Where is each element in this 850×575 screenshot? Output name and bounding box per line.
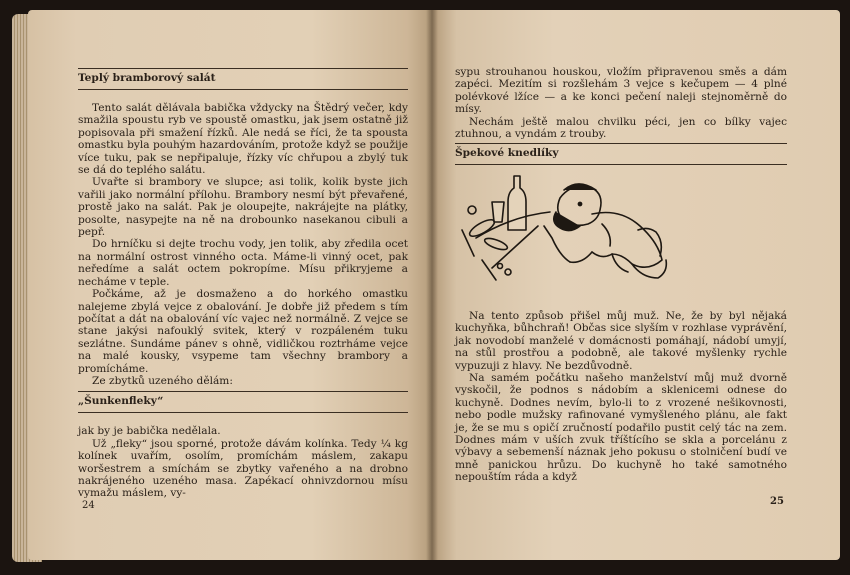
section-rule <box>78 391 408 392</box>
page-number-left: 24 <box>82 500 95 511</box>
section-rule <box>455 143 787 144</box>
section-rule <box>455 164 787 165</box>
paragraph: sypu strouhanou houskou, vložím připravenou směs a dám zapéci. Mezitím si rozšlehám 3 vejce s kečupem — 4 plné polévkové lžíce — a ke konci pečení naleji stejnoměrně do mísy. <box>455 66 787 116</box>
left-page-text <box>78 68 408 500</box>
paragraph: Uvařte si brambory ve slupce; asi tolik, kolik byste jich vařili jako normální přílohu. Brambory nesmí být převařené, prostě jako na salát. Pak je oloupejte, nakrájejte na plátky, posolte, nasypejte na ně na drobounko nasekanou cibuli a pepř. <box>78 176 408 239</box>
section-rule <box>78 68 408 69</box>
paragraph: Na samém počátku našeho manželství můj muž dvorně vyskočil, že podnos s nádobím a sklenicemi odnese do kuchyně. Dodnes nevím, bylo-li to z vrozené nešikovnosti, nebo podle mužsky rafinované vymyšleného plánu, ale fakt je, že se mu s opičí zručností podařilo pustit celý tác na zem. Dodnes mám v uších zvuk tříštícího se skla a porcelánu z výbavy a sebemenší náznak jeho pokusu o stolničení budí ve mně panickou hrůzu. Do kuchyně ho také samotného nepouštím ráda a když <box>455 372 787 484</box>
paragraph: Už „fleky“ jsou sporné, protože dávám kolínka. Tedy ¼ kg kolínek uvařím, osolím, promíchám máslem, zakapu woršestrem a smíchám se zbytky vařeného a na drobno nakrájeného uzeného masa. Zapékací ohnivzdornou mísu vymažu máslem, vy- <box>78 437 408 500</box>
paragraph: Do hrníčku si dejte trochu vody, jen tolik, aby zředila ocet na normální ostrost vinného octa. Máme-li vinný ocet, pak neředíme a salát octem pokropíme. Mísu přikryjeme a necháme v teple. <box>78 238 408 288</box>
section-title-potato-salad: Teplý bramborový salát <box>78 72 216 84</box>
right-page-text-top <box>455 66 787 165</box>
paragraph: jak by je babička nedělala. <box>78 425 221 438</box>
page-number-right: 25 <box>770 496 784 507</box>
section-title-sunkenfleky: „Šunkenfleky“ <box>78 395 164 408</box>
paragraph: Počkáme, až je dosmaženo a do horkého omastku nalejeme zbylá vejce z obalování. Je dobře již předem s tím počítat a dát na obalování víc vajec než normálně. Z vejce se stane jakýsi nafouklý svitek, který v rozpáleném tuku sezlátne. Sundáme pánev s ohně, vidličkou roztrháme vejce na malé kousky, vsypeme tam všechny brambory a promícháme. <box>78 288 408 375</box>
right-page-text-bottom <box>455 310 787 484</box>
book-gutter <box>426 10 438 560</box>
section-title-bacon-dumplings: Špekové knedlíky <box>455 147 559 160</box>
paragraph: Nechám ještě malou chvilku péci, jen co bílky vajec ztuhnou, a vyndám z trouby. <box>455 115 787 141</box>
paragraph: Tento salát dělávala babička vždycky na Štědrý večer, kdy smažila spoustu ryb ve spoustě omastku, jak jsem ostatně již popisovala při smažení řízků. Ale nedá se říci, že ta spousta omastku byla pouhým hazardováním, protože když se použije více tuku, pak se nepřipaluje, řízky víc chřupou a zbylý tuk se dá do teplého salátu. <box>78 102 408 177</box>
illustration-man-dropping-tray-icon <box>452 168 692 288</box>
paragraph: Na tento způsob přišel můj muž. Ne, že by byl nějaká kuchyňka, bůhchraň! Občas sice slyším v rozhlase vyprávění, jak novodobí manželé v domácnosti pomáhají, nádobí umyjí, na stůl prostřou a podobně, ale takové myšlenky rychle vypuzuji z hlavy. Ne bezdůvodně. <box>455 310 787 372</box>
paragraph: Ze zbytků uzeného dělám: <box>92 374 233 387</box>
